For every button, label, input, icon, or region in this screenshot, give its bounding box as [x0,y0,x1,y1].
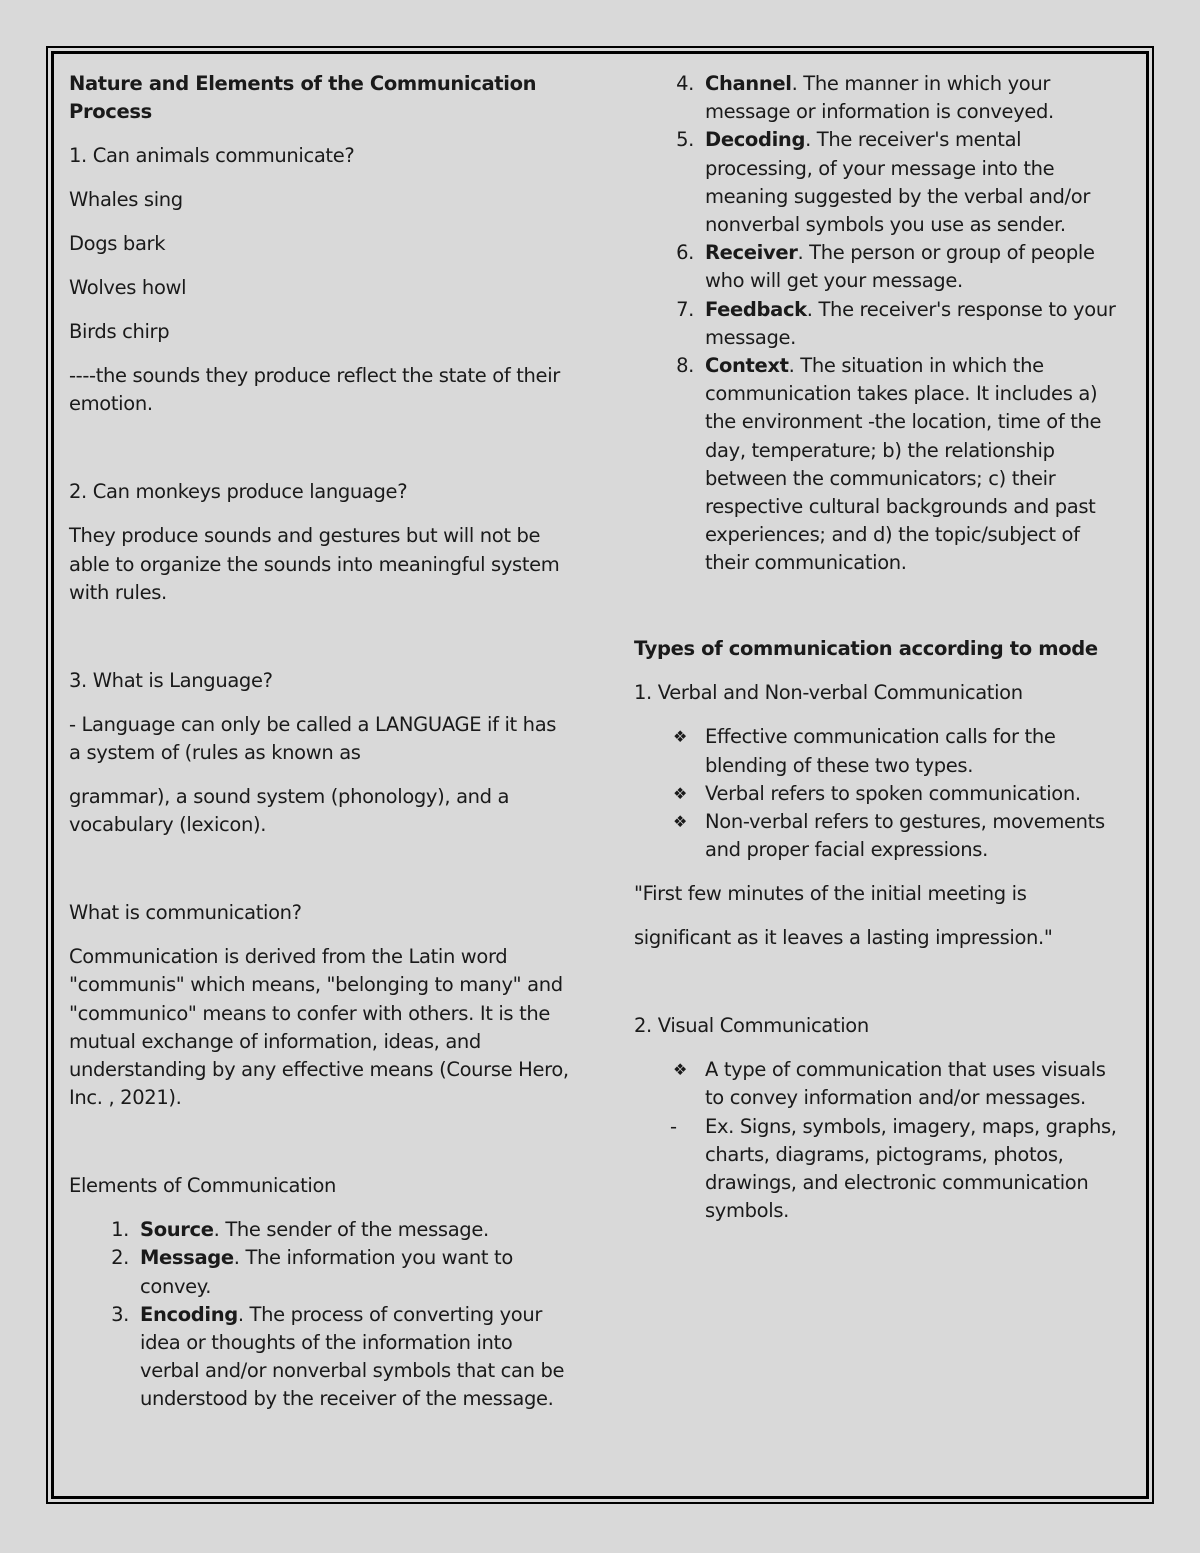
verbal-bullets [634,723,1129,864]
document-title: Nature and Elements of the Communication Process [69,72,537,124]
element-desc: . The person or group of people who will get your message. [705,241,1095,293]
dash-bullet: - [670,1114,677,1138]
list-item [634,352,1129,578]
question-3: 3. What is Language? [69,668,273,692]
visual-bullets [634,1056,1129,1225]
bullet-text: Effective communication calls for the blending of these two types. [705,725,1056,777]
list-number: 6. [676,241,694,265]
element-term: Channel [705,72,792,95]
animal-item: Birds chirp [69,320,170,344]
types-heading: Types of communication according to mode [634,637,1098,661]
bullet-text: Verbal refers to spoken communication. [705,781,1081,805]
element-desc: . The sender of the message. [213,1218,489,1242]
elements-list-right [634,70,1129,578]
left-column [69,70,569,1429]
list-number: 8. [676,354,694,378]
element-term: Decoding [705,128,806,152]
answer-4: Communication is derived from the Latin word "communis" which means, "belonging to many" and "communico" means to confer with others. It is the mutual exchange of information, ideas, and understanding by any effective means (Course Hero, Inc. , 2021). [69,945,569,1110]
diamond-bullet-icon: ❖ [673,727,687,747]
element-desc: . The situation in which the communication takes place. It includes a) the environment -the location, time of the day, temperature; b) the relationship between the communicators; c) their respective cultural backgrounds and past experiences; and d) the topic/subject of their communication. [705,354,1102,575]
answer-3b: grammar), a sound system (phonology), and a vocabulary (lexicon). [69,785,510,837]
list-item [634,239,1129,295]
list-number: 2. [111,1246,129,1270]
quote-line-1: "First few minutes of the initial meeting is [634,882,1027,906]
list-number: 7. [676,297,694,321]
bullet-text: Non-verbal refers to gestures, movements and proper facial expressions. [705,810,1105,862]
question-1: 1. Can animals communicate? [69,144,355,168]
verbal-heading: 1. Verbal and Non-verbal Communication [634,681,1023,705]
elements-heading: Elements of Communication [69,1174,337,1198]
diamond-bullet-icon: ❖ [673,812,687,832]
visual-heading: 2. Visual Communication [634,1014,869,1038]
bullet-text: A type of communication that uses visuals to convey information and/or messages. [705,1058,1106,1110]
list-item [634,1113,1129,1226]
list-item [634,1056,1129,1112]
diamond-bullet-icon: ❖ [673,1060,687,1080]
element-term: Receiver [705,241,798,265]
list-item [634,296,1129,352]
diamond-bullet-icon: ❖ [673,783,687,803]
list-number: 5. [676,128,694,152]
animal-item: Wolves howl [69,276,187,300]
question-4: What is communication? [69,901,302,925]
element-term: Context [705,354,789,378]
right-column [634,70,1129,1241]
element-desc: . The information you want to convey. [140,1246,513,1298]
animal-item: Whales sing [69,188,183,212]
animals-note: ----the sounds they produce reflect the state of their emotion. [69,364,560,416]
list-item [634,723,1129,779]
answer-3a: - Language can only be called a LANGUAGE if it has a system of (rules as known as [69,712,557,765]
element-desc: . The receiver's response to your message. [705,297,1116,349]
question-2: 2. Can monkeys produce language? [69,480,408,504]
animal-item: Dogs bark [69,232,166,256]
answer-2: They produce sounds and gestures but will not be able to organize the sounds into meaningful system with rules. [69,524,560,604]
element-desc: . The receiver's mental processing, of your message into the meaning suggested by the verbal and/or nonverbal symbols you use as sender. [705,128,1091,237]
list-item [69,1301,569,1414]
list-item [69,1216,569,1244]
element-desc: . The manner in which your message or information is conveyed. [705,72,1054,124]
quote-line-2: significant as it leaves a lasting impression." [634,926,1053,950]
list-item [634,780,1129,808]
list-number: 3. [111,1302,129,1326]
element-term: Encoding [140,1302,238,1326]
list-item [634,808,1129,864]
element-term: Feedback [705,297,807,321]
elements-list-left [69,1216,569,1413]
list-item [634,70,1129,126]
list-item [69,1244,569,1300]
list-number: 1. [111,1218,129,1242]
element-desc: . The process of converting your idea or thoughts of the information into verbal and/or nonverbal symbols that can be understood by the receiver of the message. [140,1302,565,1411]
element-term: Source [140,1218,214,1242]
element-term: Message [140,1246,234,1270]
list-number: 4. [676,72,694,95]
bullet-text: Ex. Signs, symbols, imagery, maps, graphs, charts, diagrams, pictograms, photos, drawings, and electronic communication symbols. [705,1114,1117,1223]
list-item [634,126,1129,239]
